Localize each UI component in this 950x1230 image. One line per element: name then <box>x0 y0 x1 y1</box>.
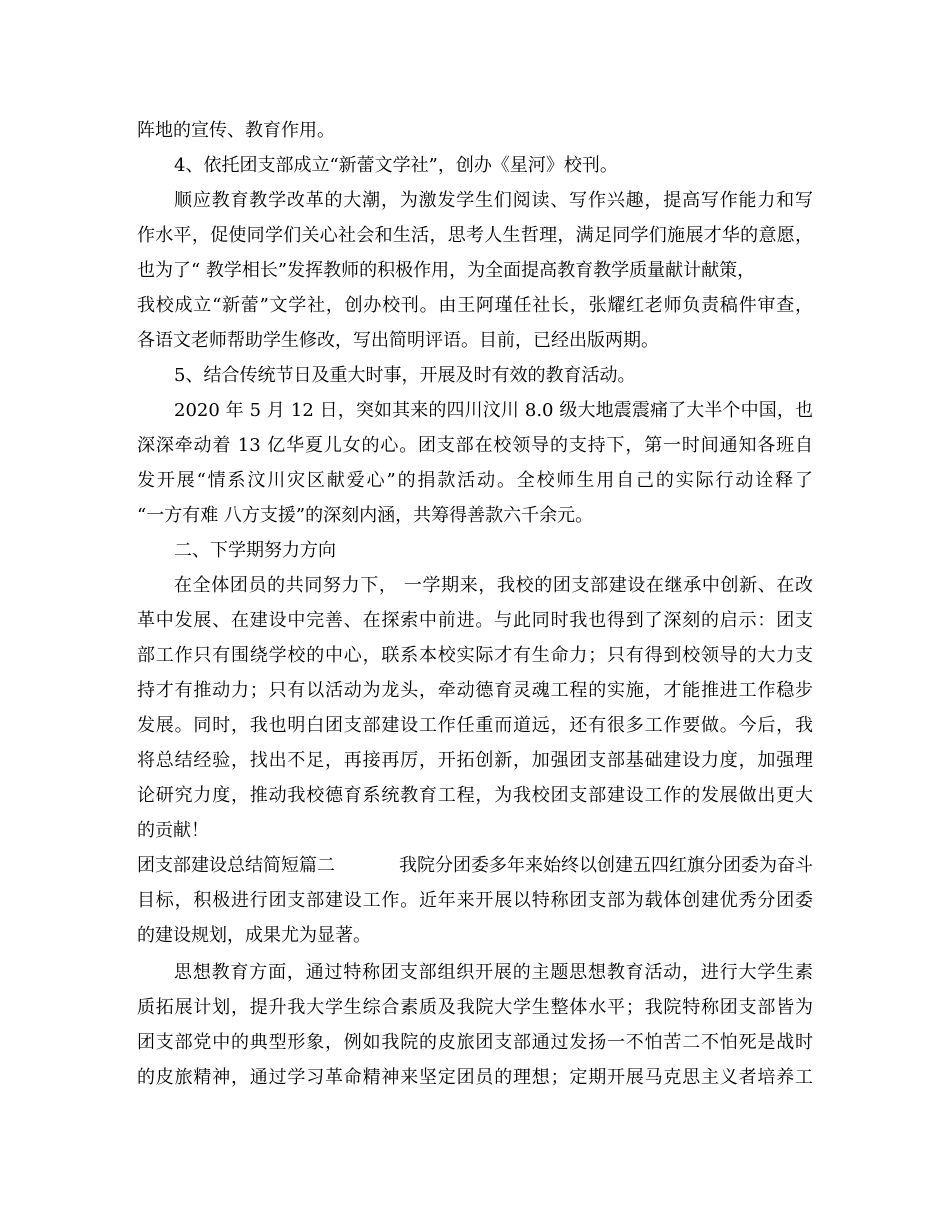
numbered-item-5: 5、结合传统节日及重大时事，开展及时有效的教育活动。 <box>174 365 636 386</box>
paragraph-line: 发展。同时，我也明白团支部建设工作任重而道远，还有很多工作要做。今后，我 <box>137 715 813 736</box>
article-title: 团支部建设总结简短篇二 <box>137 855 335 876</box>
paragraph-line: 我校成立“新蕾”文学社，创办校刊。由王阿瑾任社长，张耀红老师负责稿件审查， <box>137 295 813 316</box>
paragraph-line: 我院分团委多年来始终以创建五四红旗分团委为奋斗 <box>399 855 813 876</box>
paragraph-line: 在全体团员的共同努力下， 一学期来，我校的团支部建设在继承中创新、在改 <box>174 575 813 596</box>
paragraph-line: 部工作只有围绕学校的中心，联系本校实际才有生命力；只有得到校领导的大力支 <box>137 645 813 666</box>
paragraph-line: 的建设规划，成果尤为显著。 <box>137 925 371 946</box>
paragraph-line: “一方有难 八方支援”的深刻内涵，共筹得善款六千余元。 <box>137 505 594 526</box>
paragraph-line: 思想教育方面，通过特称团支部组织开展的主题思想教育活动，进行大学生素 <box>174 962 813 983</box>
paragraph-line: 阵地的宣传、教育作用。 <box>137 120 335 141</box>
paragraph-line: 团支部党中的典型形象，例如我院的皮旅团支部通过发扬一不怕苦二不怕死是战时 <box>137 1032 813 1053</box>
paragraph-line: 各语文老师帮助学生修改，写出简明评语。目前，已经出版两期。 <box>137 330 659 351</box>
paragraph-line: 将总结经验，找出不足，再接再厉，开拓创新，加强团支部基础建设力度，加强理 <box>137 750 813 771</box>
paragraph-line: 2020 年 5 月 12 日，突如其来的四川汶川 8.0 级大地震震痛了大半个中国，也 <box>174 400 813 421</box>
paragraph-line: 作水平，促使同学们关心社会和生活，思考人生哲理，满足同学们施展才华的意愿， <box>137 225 813 246</box>
paragraph-line: 也为了“ 教学相长”发挥教师的积极作用，为全面提高教育教学质量献计献策， <box>137 260 756 281</box>
paragraph-line: 目标，积极进行团支部建设工作。近年来开展以特称团支部为载体创建优秀分团委 <box>137 890 813 911</box>
paragraph-line: 顺应教育教学改革的大潮，为激发学生们阅读、写作兴趣，提高写作能力和写 <box>174 190 813 211</box>
paragraph-line: 深深牵动着 13 亿华夏儿女的心。团支部在校领导的支持下，第一时间通知各班自 <box>137 435 813 456</box>
document-body <box>137 113 813 1095</box>
numbered-item-4: 4、依托团支部成立“新蕾文学社”，创办《星河》校刊。 <box>174 155 618 176</box>
paragraph-line: 革中发展、在建设中完善、在探索中前进。与此同时我也得到了深刻的启示：团支 <box>137 610 813 631</box>
paragraph-line: 的贡献！ <box>137 820 209 841</box>
article-heading-row <box>137 848 813 883</box>
paragraph-line: 论研究力度，推动我校德育系统教育工程，为我校团支部建设工作的发展做出更大 <box>137 785 813 806</box>
paragraph-line: 质拓展计划，提升我大学生综合素质及我院大学生整体水平；我院特称团支部皆为 <box>137 997 813 1018</box>
section-heading: 二、下学期努力方向 <box>174 540 336 561</box>
paragraph-line: 的皮旅精神，通过学习革命精神来坚定团员的理想；定期开展马克思主义者培养工 <box>137 1067 813 1088</box>
paragraph-line: 发开展“情系汶川灾区献爱心”的捐款活动。全校师生用自己的实际行动诠释了 <box>137 470 813 491</box>
paragraph-line: 持才有推动力；只有以活动为龙头，牵动德育灵魂工程的实施，才能推进工作稳步 <box>137 680 813 701</box>
